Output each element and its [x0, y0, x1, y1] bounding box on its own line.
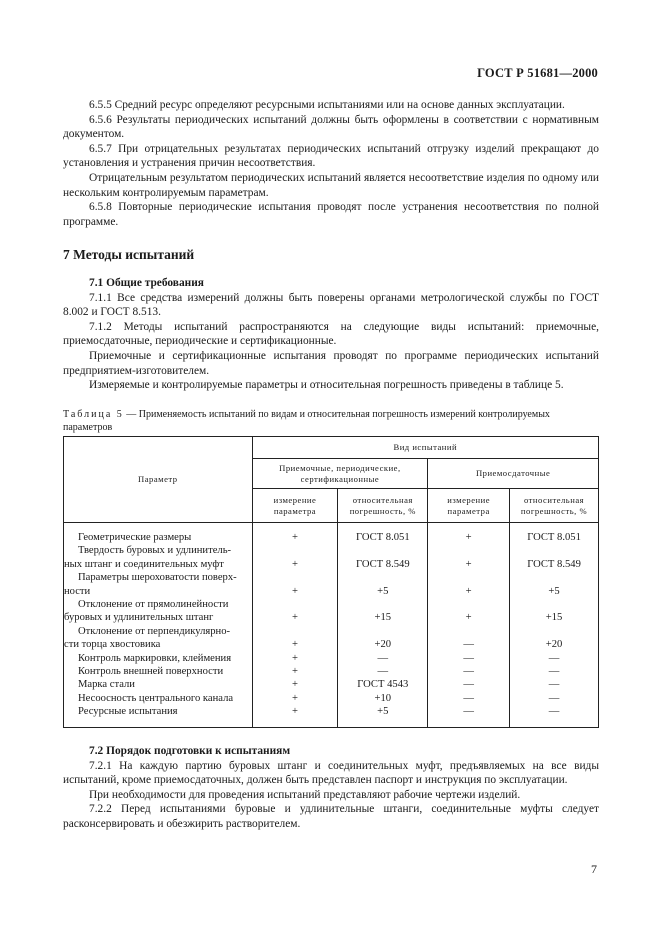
table-5: [63, 436, 599, 728]
periodic-error-cell: +5: [338, 705, 428, 727]
header-periodic-group: Приемочные, периодические, сертификационные: [252, 459, 428, 489]
acceptance-measure-cell: —: [428, 692, 510, 705]
periodic-measure-cell: +: [252, 544, 338, 571]
paragraph-6-5-6: 6.5.6 Результаты периодических испытаний должны быть оформлены в соответствии с нормативным документом.: [63, 113, 599, 141]
paragraph-7-1-2: 7.1.2 Методы испытаний распространяются на следующие виды испытаний: приемочные, приемосдаточные, периодические и сертификационные.: [63, 320, 599, 348]
acceptance-error-cell: —: [510, 692, 599, 705]
header-acceptance-error: относительная погрешность, %: [510, 489, 599, 523]
row-parameter-name: [64, 678, 253, 691]
parameter-name-line: Отклонение от перпендикулярно-: [78, 625, 231, 637]
parameter-name-line: Параметры шероховатости поверх-: [78, 572, 237, 584]
page-number: 7: [591, 862, 597, 876]
acceptance-measure-cell: —: [428, 625, 510, 652]
periodic-measure-cell: +: [252, 625, 338, 652]
paragraph-6-5-8: 6.5.8 Повторные периодические испытания проводят после устранения несоответствия по полной программе.: [63, 201, 599, 228]
parameter-name-line: Несоосность центрального канала: [78, 692, 234, 704]
acceptance-error-cell: —: [510, 652, 599, 665]
paragraph-working-drawings: При необходимости для проведения испытаний представляют рабочие чертежи изделий.: [89, 788, 521, 801]
acceptance-error-cell: ГОСТ 8.051: [510, 523, 599, 545]
acceptance-measure-cell: +: [428, 523, 510, 545]
parameter-name-line: Отклонение от прямолинейности: [78, 599, 229, 611]
header-acceptance-group: Приемосдаточные: [428, 459, 599, 489]
periodic-measure-cell: +: [252, 665, 338, 678]
periodic-error-cell: ГОСТ 4543: [338, 678, 428, 691]
acceptance-measure-cell: —: [428, 705, 510, 727]
table-row: [64, 692, 599, 705]
table-row: [64, 544, 599, 571]
periodic-error-cell: ГОСТ 8.549: [338, 544, 428, 571]
table-row: [64, 598, 599, 625]
paragraph-7-2-1: 7.2.1 На каждую партию буровых штанг и соединительных муфт, предъявляемых на все виды испытаний, кроме приемосдаточных, должен быть представлен паспорт и инструкция по эксплуатации.: [63, 759, 599, 787]
row-parameter-name: [64, 692, 253, 705]
section-7-1-block: [63, 276, 599, 393]
periodic-measure-cell: +: [252, 678, 338, 691]
acceptance-measure-cell: —: [428, 652, 510, 665]
header-test-type: Вид испытаний: [252, 437, 598, 459]
parameter-name-line: Контроль внешней поверхности: [78, 666, 224, 678]
acceptance-error-cell: ГОСТ 8.549: [510, 544, 599, 571]
paragraph-measured-params: Измеряемые и контролируемые параметры и относительная погрешность приведены в таблице 5.: [89, 379, 564, 392]
section-7-title: 7 Методы испытаний: [63, 247, 195, 262]
acceptance-measure-cell: —: [428, 665, 510, 678]
parameter-name-line: Марка стали: [78, 679, 135, 691]
periodic-error-cell: +20: [338, 625, 428, 652]
table-row: [64, 652, 599, 665]
row-parameter-name: [64, 625, 253, 652]
periodic-error-cell: ГОСТ 8.051: [338, 523, 428, 545]
acceptance-error-cell: +20: [510, 625, 599, 652]
table-5-body: [64, 523, 599, 728]
paragraph-6-5-5: 6.5.5 Средний ресурс определяют ресурсными испытаниями или на основе данных эксплуатации.: [89, 99, 565, 111]
row-parameter-name: [64, 544, 253, 571]
row-parameter-name: [64, 665, 253, 678]
header-periodic-measure: измерение параметра: [252, 489, 338, 523]
subsection-7-1-title: 7.1 Общие требования: [89, 277, 204, 289]
header-acceptance-measure: измерение параметра: [428, 489, 510, 523]
periodic-error-cell: +5: [338, 571, 428, 598]
acceptance-error-cell: —: [510, 665, 599, 678]
parameter-name-line: Твердость буровых и удлинитель-: [78, 545, 232, 557]
periodic-measure-cell: +: [252, 652, 338, 665]
acceptance-measure-cell: —: [428, 678, 510, 691]
header-periodic-error: относительная погрешность, %: [338, 489, 428, 523]
parameter-name-line: буровых и удлинительных штанг: [64, 612, 214, 624]
parameter-name-line: Ресурсные испытания: [78, 706, 178, 718]
paragraph-7-1-1: 7.1.1 Все средства измерений должны быть поверены органами метрологической службы по ГОСТ 8.002 и ГОСТ 8.513.: [63, 291, 599, 319]
parameter-name-line: ных штанг и соединительных муфт: [64, 558, 224, 570]
acceptance-error-cell: —: [510, 678, 599, 691]
row-parameter-name: [64, 571, 253, 598]
row-parameter-name: [64, 705, 253, 727]
periodic-measure-cell: +: [252, 523, 338, 545]
table-5-label: Таблица 5: [63, 409, 124, 420]
row-parameter-name: [64, 652, 253, 665]
parameter-name-line: сти торца хвостовика: [64, 639, 161, 651]
section-7-2-block: [63, 744, 599, 832]
row-parameter-name: [64, 598, 253, 625]
periodic-measure-cell: +: [252, 705, 338, 727]
table-5-caption: [63, 409, 599, 435]
acceptance-measure-cell: +: [428, 598, 510, 625]
periodic-error-cell: —: [338, 665, 428, 678]
section-6-paragraphs: [63, 98, 599, 229]
periodic-error-cell: +15: [338, 598, 428, 625]
paragraph-acceptance-tests: Приемочные и сертификационные испытания проводят по программе периодических испытаний предприятием-изготовителем.: [63, 349, 599, 377]
header-parameter: Параметр: [64, 437, 253, 523]
table-row: [64, 705, 599, 727]
table-row: [64, 678, 599, 691]
paragraph-negative-result: Отрицательным результатом периодических испытаний является несоответствие изделия по одному или нескольким контролируемым параметрам.: [63, 171, 599, 199]
parameter-name-line: ности: [64, 585, 91, 597]
table-5-caption-text: — Применяемость испытаний по видам и относительная погрешность измерений контролируемых параметров: [63, 409, 550, 433]
document-header: ГОСТ Р 51681—2000: [477, 66, 598, 80]
table-row: [64, 523, 599, 545]
parameter-name-line: Контроль маркировки, клеймения: [78, 652, 232, 664]
subsection-7-2-title: 7.2 Порядок подготовки к испытаниям: [89, 745, 291, 757]
acceptance-measure-cell: +: [428, 544, 510, 571]
periodic-measure-cell: +: [252, 692, 338, 705]
periodic-measure-cell: +: [252, 571, 338, 598]
table-row: [64, 571, 599, 598]
row-parameter-name: [64, 523, 253, 545]
table-row: [64, 625, 599, 652]
table-row: [64, 665, 599, 678]
periodic-measure-cell: +: [252, 598, 338, 625]
acceptance-measure-cell: +: [428, 571, 510, 598]
acceptance-error-cell: +15: [510, 598, 599, 625]
periodic-error-cell: —: [338, 652, 428, 665]
acceptance-error-cell: —: [510, 705, 599, 727]
acceptance-error-cell: +5: [510, 571, 599, 598]
parameter-name-line: Геометрические размеры: [78, 532, 192, 543]
paragraph-7-2-2: 7.2.2 Перед испытаниями буровые и удлинительные штанги, соединительные муфты следует расконсервировать и обезжирить растворителем.: [63, 803, 599, 830]
paragraph-6-5-7: 6.5.7 При отрицательных результатах периодических испытаний отгрузку изделий прекращают до установления и устранения причин несоответствия.: [63, 142, 599, 170]
periodic-error-cell: +10: [338, 692, 428, 705]
